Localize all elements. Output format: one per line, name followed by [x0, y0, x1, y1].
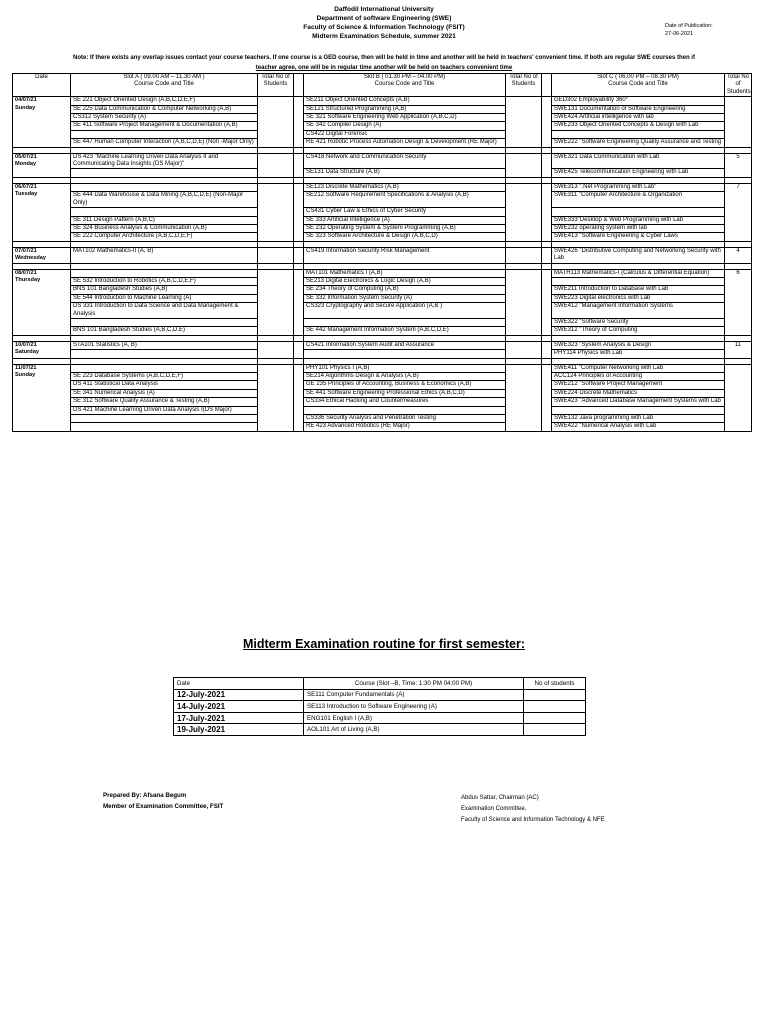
- slot-a-course: SE 311 Design Pattern (A,B,C): [71, 216, 258, 224]
- exam-date: 04/07/21: [15, 97, 37, 104]
- first-semester-date: 12-July-2021: [174, 689, 304, 701]
- slot-a-course: [71, 350, 258, 358]
- slot-a-course: SE 411 Software Project Management & Documentation (A,B): [71, 122, 258, 130]
- exam-date: 08/07/21: [15, 269, 37, 276]
- slot-b-total-header: Total No of Students: [506, 74, 542, 97]
- slot-a-course: [71, 183, 258, 191]
- spacer-cell: [294, 269, 304, 335]
- slot-c-course: SWE322 "Software Security: [552, 318, 725, 326]
- table-row: [13, 341, 752, 349]
- spacer-cell: [542, 97, 552, 147]
- slot-c-total: 5: [725, 153, 752, 177]
- slot-a-course: MAT102 Mathematics-II (A, B): [71, 247, 258, 263]
- first-semester-header: Course (Slot –B, Time: 1:30 PM 04:00 PM): [304, 678, 524, 690]
- slot-a-course: DS 423 "Machine Learning Driven Data Analysis II and Communicating Data Insights (DS Major)": [71, 153, 258, 169]
- slot-b-course: CS422 Digital Forensic: [304, 130, 506, 138]
- first-semester-table: [173, 677, 586, 736]
- slot-b-total: [506, 153, 542, 177]
- first-semester-students: [524, 724, 586, 736]
- slot-c-course: SWE223 Digital electronics with Lab: [552, 294, 725, 302]
- exam-date: 05/07/21: [15, 153, 37, 160]
- exam-day: Saturday: [15, 349, 39, 356]
- slot-b-course: PHY101 Physics I (A,B): [304, 364, 506, 372]
- slot-b-course: SE212 Software Requirement Specifications & Analysis (A,B): [304, 192, 506, 208]
- slot-a-total: [258, 153, 294, 177]
- slot-b-course: SE 442 Management Information System (A,B,C,D,E): [304, 327, 506, 335]
- exam-day: Sunday: [15, 104, 36, 111]
- table-row: [13, 192, 752, 208]
- note-text: Note: If there exists any overlap issues contact your course teachers. If one course is a GED course, then will be held in time and another will be held in teachers' convenient time. If both are regular SWE courses then if: [73, 55, 695, 61]
- slot-a-course: SE 221 Object Oriented Design (A,B,C,D,E,F): [71, 97, 258, 105]
- slot-b-course: [304, 350, 506, 358]
- table-row: [13, 183, 752, 191]
- slot-c-course: SWE423 "Advanced Database Management Systems with Lab: [552, 398, 725, 406]
- slot-c-course: MATH113 Mathematics-I (Calculus & Differential Equation): [552, 269, 725, 277]
- slot-a-course: DS 421 Machine Learning Driven Data Analysis I(DS Major): [71, 406, 258, 414]
- slot-c-total: 6: [725, 269, 752, 335]
- slot-c-course: [552, 277, 725, 285]
- first-semester-date: 19-July-2021: [174, 724, 304, 736]
- slot-b-course: SE 323 Software Architecture & Design (A,B,C,D): [304, 233, 506, 241]
- slot-c-course: ACC124 Principles of Accounting: [552, 373, 725, 381]
- table-row: [13, 327, 752, 335]
- slot-b-course: CS418 Network and Communication Security: [304, 153, 506, 169]
- slot-c-total: 7: [725, 183, 752, 241]
- table-row: [13, 415, 752, 423]
- slot-c-header: Slot C ( 06.00 PM – 08.30 PM) Course Code and Title: [552, 74, 725, 97]
- slot-a-course: STA101 Statistics (A, B): [71, 341, 258, 349]
- slot-a-course: [71, 415, 258, 423]
- slot-c-course: PHY114 Physics with Lab: [552, 350, 725, 358]
- slot-c-course: SWE232 operating system with lab: [552, 224, 725, 232]
- spacer-cell: [294, 183, 304, 241]
- first-semester-students: [524, 689, 586, 701]
- slot-c-course: SWE333"Desktop & Web Programming with Lab: [552, 216, 725, 224]
- slot-c-course: SWE222 "Software Engineering Quality Assurance and Testing: [552, 139, 725, 147]
- exam-date: 06/07/21: [15, 183, 37, 190]
- slot-a-course: [71, 318, 258, 326]
- slot-b-total: [506, 269, 542, 335]
- slot-b-total: [506, 183, 542, 241]
- table-row: [174, 712, 586, 724]
- exam-day: Thursday: [15, 276, 41, 283]
- slot-a-total: [258, 247, 294, 263]
- slot-c-course: SWE323 "System Analysis & Design: [552, 341, 725, 349]
- slot-b-total: [506, 97, 542, 147]
- slot-c-course: SWE212 "Software Project Management: [552, 381, 725, 389]
- first-semester-header: Date: [174, 678, 304, 690]
- publication-date: 27-06-2021: [665, 31, 694, 37]
- midterm-schedule-table: [12, 73, 752, 432]
- slot-c-course: SWE224 Discrete Mathematics: [552, 389, 725, 397]
- slot-a-course: SE 447 Human Computer Interaction (A,B,C,D,E) (Non -Major Only): [71, 139, 258, 147]
- table-row: [13, 373, 752, 381]
- slot-a-course: [71, 130, 258, 138]
- table-row: [13, 294, 752, 302]
- date-cell: [13, 153, 71, 177]
- slot-c-course: SWE412 "Management Information Systems: [552, 303, 725, 319]
- first-semester-course: AOL101 Art of Living (A,B): [304, 724, 524, 736]
- slot-c-course: SWE132 Java programming with Lab: [552, 415, 725, 423]
- table-row: [13, 303, 752, 319]
- slot-c-course: SWE211 Introduction to Database with Lab: [552, 286, 725, 294]
- slot-a-course: CS312 System Security (A): [71, 114, 258, 122]
- slot-c-course: [552, 130, 725, 138]
- slot-a-total-header: Total No of Students: [258, 74, 294, 97]
- publication-label: Date of Publication:: [665, 23, 713, 29]
- slot-b-course: SE121 Structured Programming (A,B): [304, 105, 506, 113]
- exam-date: 07/07/21: [15, 247, 37, 254]
- spacer-cell: [294, 341, 304, 358]
- table-row: [13, 114, 752, 122]
- slot-a-course: SE 312 Software Quality Assurance & Testing (A,B): [71, 398, 258, 406]
- schedule-title: Midterm Examination Schedule, summer 2021: [312, 33, 456, 40]
- table-row: [13, 364, 752, 372]
- slot-b-course: CS419 Information Security Risk Management: [304, 247, 506, 263]
- department-name: Department of software Engineering (SWE): [316, 15, 452, 22]
- table-row: [13, 208, 752, 216]
- table-row: [13, 105, 752, 113]
- slot-b-course: SE 332 Information System Security (A): [304, 294, 506, 302]
- slot-b-total: [506, 341, 542, 358]
- slot-c-course: GED302 Employability 360°: [552, 97, 725, 105]
- table-row: [13, 139, 752, 147]
- slot-c-course: SWE311 "Computer Architecture & Organization: [552, 192, 725, 208]
- first-semester-header: No of students: [524, 678, 586, 690]
- slot-a-course: DS 331 Introduction to Data Science and Data Management & Analysis: [71, 303, 258, 319]
- prepared-by-name: Prepared By: Afsana Begum: [103, 792, 187, 799]
- slot-b-course: [304, 318, 506, 326]
- slot-c-course: SWE425 Telecommunication Engineering with Lab: [552, 169, 725, 177]
- exam-day: Sunday: [15, 372, 36, 378]
- first-semester-students: [524, 712, 586, 724]
- exam-date: 10/07/21: [15, 341, 37, 348]
- slot-c-course: SWE413 "Software Engineering & Cyber Laws: [552, 233, 725, 241]
- slot-a-course: [71, 364, 258, 372]
- slot-a-course: SE 225 Data Communication & Computer Networking (A,B): [71, 105, 258, 113]
- slot-a-total: [258, 97, 294, 147]
- spacer-cell: [294, 97, 304, 147]
- slot-a-course: [71, 208, 258, 216]
- slot-a-course: SE 532 Introduction to Robotics (A,B,C,D,E,F): [71, 277, 258, 285]
- slot-b-course: SE 441 Software Engineering Professional Ethics (A,B,C,D): [304, 389, 506, 397]
- slot-c-course: SWE411 "Computer Networking with Lab: [552, 364, 725, 372]
- table-row: [13, 381, 752, 389]
- slot-a-course: SE 222 Computer Architecture (A,B,C,D,E,F): [71, 233, 258, 241]
- exam-date: 11/07/21: [15, 364, 37, 371]
- date-header: Date: [13, 74, 71, 97]
- slot-c-course: [552, 208, 725, 216]
- slot-b-course: SE211 Object Oriented Concepts (A,B): [304, 97, 506, 105]
- slot-a-course: [71, 423, 258, 431]
- slot-c-course: [552, 406, 725, 414]
- exam-day: Tuesday: [15, 191, 38, 198]
- slot-c-course: SWE312 "Theory of Computing: [552, 327, 725, 335]
- slot-a-course: [71, 269, 258, 277]
- slot-a-course: SE 444 Data Warehouse & Data Mining (A,B,C,D,E) (Non-Major Only): [71, 192, 258, 208]
- table-row: [13, 277, 752, 285]
- slot-b-course: SE 321 Software Engineering Web Application (A,B,C,D): [304, 114, 506, 122]
- table-row: [13, 318, 752, 326]
- signature-block: [461, 793, 605, 826]
- table-row: [13, 398, 752, 406]
- table-row: [174, 724, 586, 736]
- spacer-cell: [294, 153, 304, 177]
- slot-a-course: SE 341 Numerical Analysis (A): [71, 389, 258, 397]
- slot-c-course: SWE131 Documentation of Software Engineering: [552, 105, 725, 113]
- slot-c-course: SWE424 Artificial intelligence with lab: [552, 114, 725, 122]
- slot-a-total: [258, 183, 294, 241]
- table-row: [13, 423, 752, 431]
- publication-info: [665, 22, 713, 38]
- schedule-body: [13, 97, 752, 432]
- table-row: [13, 153, 752, 169]
- first-semester-header-row: [174, 678, 586, 690]
- slot-c-course: SWE422 "Numerical Analysis with Lab: [552, 423, 725, 431]
- slot-b-total: [506, 364, 542, 431]
- date-cell: [13, 269, 71, 335]
- slot-b-course: SE213 Digital Electronics & Logic Design (A,B): [304, 277, 506, 285]
- slot-a-course: SE 544 Introduction to Machine Learning (A): [71, 294, 258, 302]
- spacer-cell: [542, 269, 552, 335]
- first-semester-date: 14-July-2021: [174, 701, 304, 713]
- slot-c-course: SWE313 ".Net Programming with Lab": [552, 183, 725, 191]
- slot-b-course: SE131 Data Structure (A,B): [304, 169, 506, 177]
- slot-b-course: CS323 Cryptography and Secure Application (A,B ): [304, 303, 506, 319]
- slot-c-total-header: Total No of Students: [725, 74, 752, 97]
- slot-c-total: [725, 97, 752, 147]
- table-row: [174, 689, 586, 701]
- document-header: [0, 5, 768, 41]
- table-row: [13, 269, 752, 277]
- slot-a-course: [71, 169, 258, 177]
- slot-c-total: 4: [725, 247, 752, 263]
- table-row: [13, 122, 752, 130]
- slot-c-course: SWE426 "Distributive Computing and Networking Security with Lab: [552, 247, 725, 263]
- spacer-cell: [294, 247, 304, 263]
- slot-b-course: SE 232 Operating System & System Programming (A,B): [304, 224, 506, 232]
- first-semester-students: [524, 701, 586, 713]
- slot-a-course: BNS 101 Bangladesh Studies (A,B): [71, 286, 258, 294]
- signatory-name: Abdus Sattar, Chairman (AC): [461, 795, 539, 801]
- table-row: [13, 233, 752, 241]
- table-row: [13, 224, 752, 232]
- slot-b-course: CS336 Security Analysis and Penetration Testing: [304, 415, 506, 423]
- slot-b-course: CS431 Cyber Law & Ethics of Cyber Security: [304, 208, 506, 216]
- table-row: [13, 169, 752, 177]
- slot-b-course: SE123 Discrete Mathematics (A,B): [304, 183, 506, 191]
- table-header-row: [13, 74, 752, 97]
- slot-b-course: SE 342 Compiler Design (A): [304, 122, 506, 130]
- overlap-note: [12, 53, 756, 73]
- table-row: [13, 130, 752, 138]
- table-row: [174, 701, 586, 713]
- exam-day: Monday: [15, 161, 37, 168]
- first-semester-course: SE111 Computer Fundamentals (A): [304, 689, 524, 701]
- spacer-cell: [542, 153, 552, 177]
- first-semester-date: 17-July-2021: [174, 712, 304, 724]
- note-underlined: teacher agree, one will be in regular time another will be held on teachers convenient time: [255, 65, 513, 71]
- slot-a-total: [258, 269, 294, 335]
- first-semester-course: SE113 Introduction to Software Engineering (A): [304, 701, 524, 713]
- date-cell: [13, 183, 71, 241]
- slot-b-course: GE 235 Principles of Accounting, Business & Economics (A,B): [304, 381, 506, 389]
- slot-a-course: SE 223 Database Systems (A,B,C,D,E,F): [71, 373, 258, 381]
- date-cell: [13, 247, 71, 263]
- slot-b-course: RE 421 Robotic Process Automation Design & Development (RE Major): [304, 139, 506, 147]
- spacer-cell: [294, 364, 304, 431]
- slot-b-total: [506, 247, 542, 263]
- spacer-cell: [542, 341, 552, 358]
- table-row: [13, 247, 752, 263]
- date-cell: [13, 97, 71, 147]
- spacer-header: [294, 74, 304, 97]
- slot-b-course: SE 234 Theory of Computing (A,B): [304, 286, 506, 294]
- prepared-by-role: Member of Examination Committee, FSIT: [103, 803, 224, 810]
- date-cell: [13, 364, 71, 431]
- slot-b-course: RE 423 Advanced Robotics (RE Major): [304, 423, 506, 431]
- faculty-name: Faculty of Science & Information Technology (FSIT): [303, 24, 465, 31]
- table-row: [13, 286, 752, 294]
- spacer-cell: [542, 364, 552, 431]
- prepared-by: [103, 790, 223, 812]
- table-row: [13, 406, 752, 414]
- exam-day: Wednesday: [15, 255, 46, 262]
- slot-b-course: [304, 406, 506, 414]
- slot-a-course: DS 411 Statistical Data Analysis: [71, 381, 258, 389]
- university-name: Daffodil International University: [334, 6, 434, 13]
- date-cell: [13, 341, 71, 358]
- table-row: [13, 350, 752, 358]
- slot-c-course: SWE321 Data Communication with Lab: [552, 153, 725, 169]
- slot-b-course: SE214 Algorithms Design & Analysis (A,B): [304, 373, 506, 381]
- spacer-cell: [542, 247, 552, 263]
- table-row: [13, 389, 752, 397]
- slot-b-header: Slot B ( 01.30 PM – 04.00 PM) Course Code and Title: [304, 74, 506, 97]
- slot-b-course: CS334 Ethical Hacking and Countermeasures: [304, 398, 506, 406]
- slot-c-total: 11: [725, 341, 752, 358]
- slot-c-course: SWE233 Object Oriented Concepts & Design with Lab: [552, 122, 725, 130]
- spacer-header: [542, 74, 552, 97]
- first-semester-body: [174, 678, 586, 736]
- first-semester-course: ENG101 English I (A,B): [304, 712, 524, 724]
- slot-b-course: SE 333 Artificial Intelligence (A): [304, 216, 506, 224]
- table-row: [13, 216, 752, 224]
- slot-c-total: [725, 364, 752, 431]
- signatory-faculty: Faculty of Science and Information Technology & NFE: [461, 817, 605, 823]
- slot-a-total: [258, 364, 294, 431]
- signatory-role: Examination Committee,: [461, 806, 527, 812]
- slot-b-course: CS421 Information System Audit and Assurance: [304, 341, 506, 349]
- slot-b-course: MAT101 Mathematics I (A,B): [304, 269, 506, 277]
- spacer-cell: [542, 183, 552, 241]
- first-semester-title: Midterm Examination routine for first semester:: [242, 637, 525, 651]
- slot-a-header: Slot A ( 09.00 AM – 11.30 AM ) Course Code and Title: [71, 74, 258, 97]
- table-row: [13, 97, 752, 105]
- slot-a-total: [258, 341, 294, 358]
- slot-a-course: BNS 101 Bangladesh Studies (A,B,C,D,E): [71, 327, 258, 335]
- slot-a-course: SE 324 Business Analysis & Communication (A,B): [71, 224, 258, 232]
